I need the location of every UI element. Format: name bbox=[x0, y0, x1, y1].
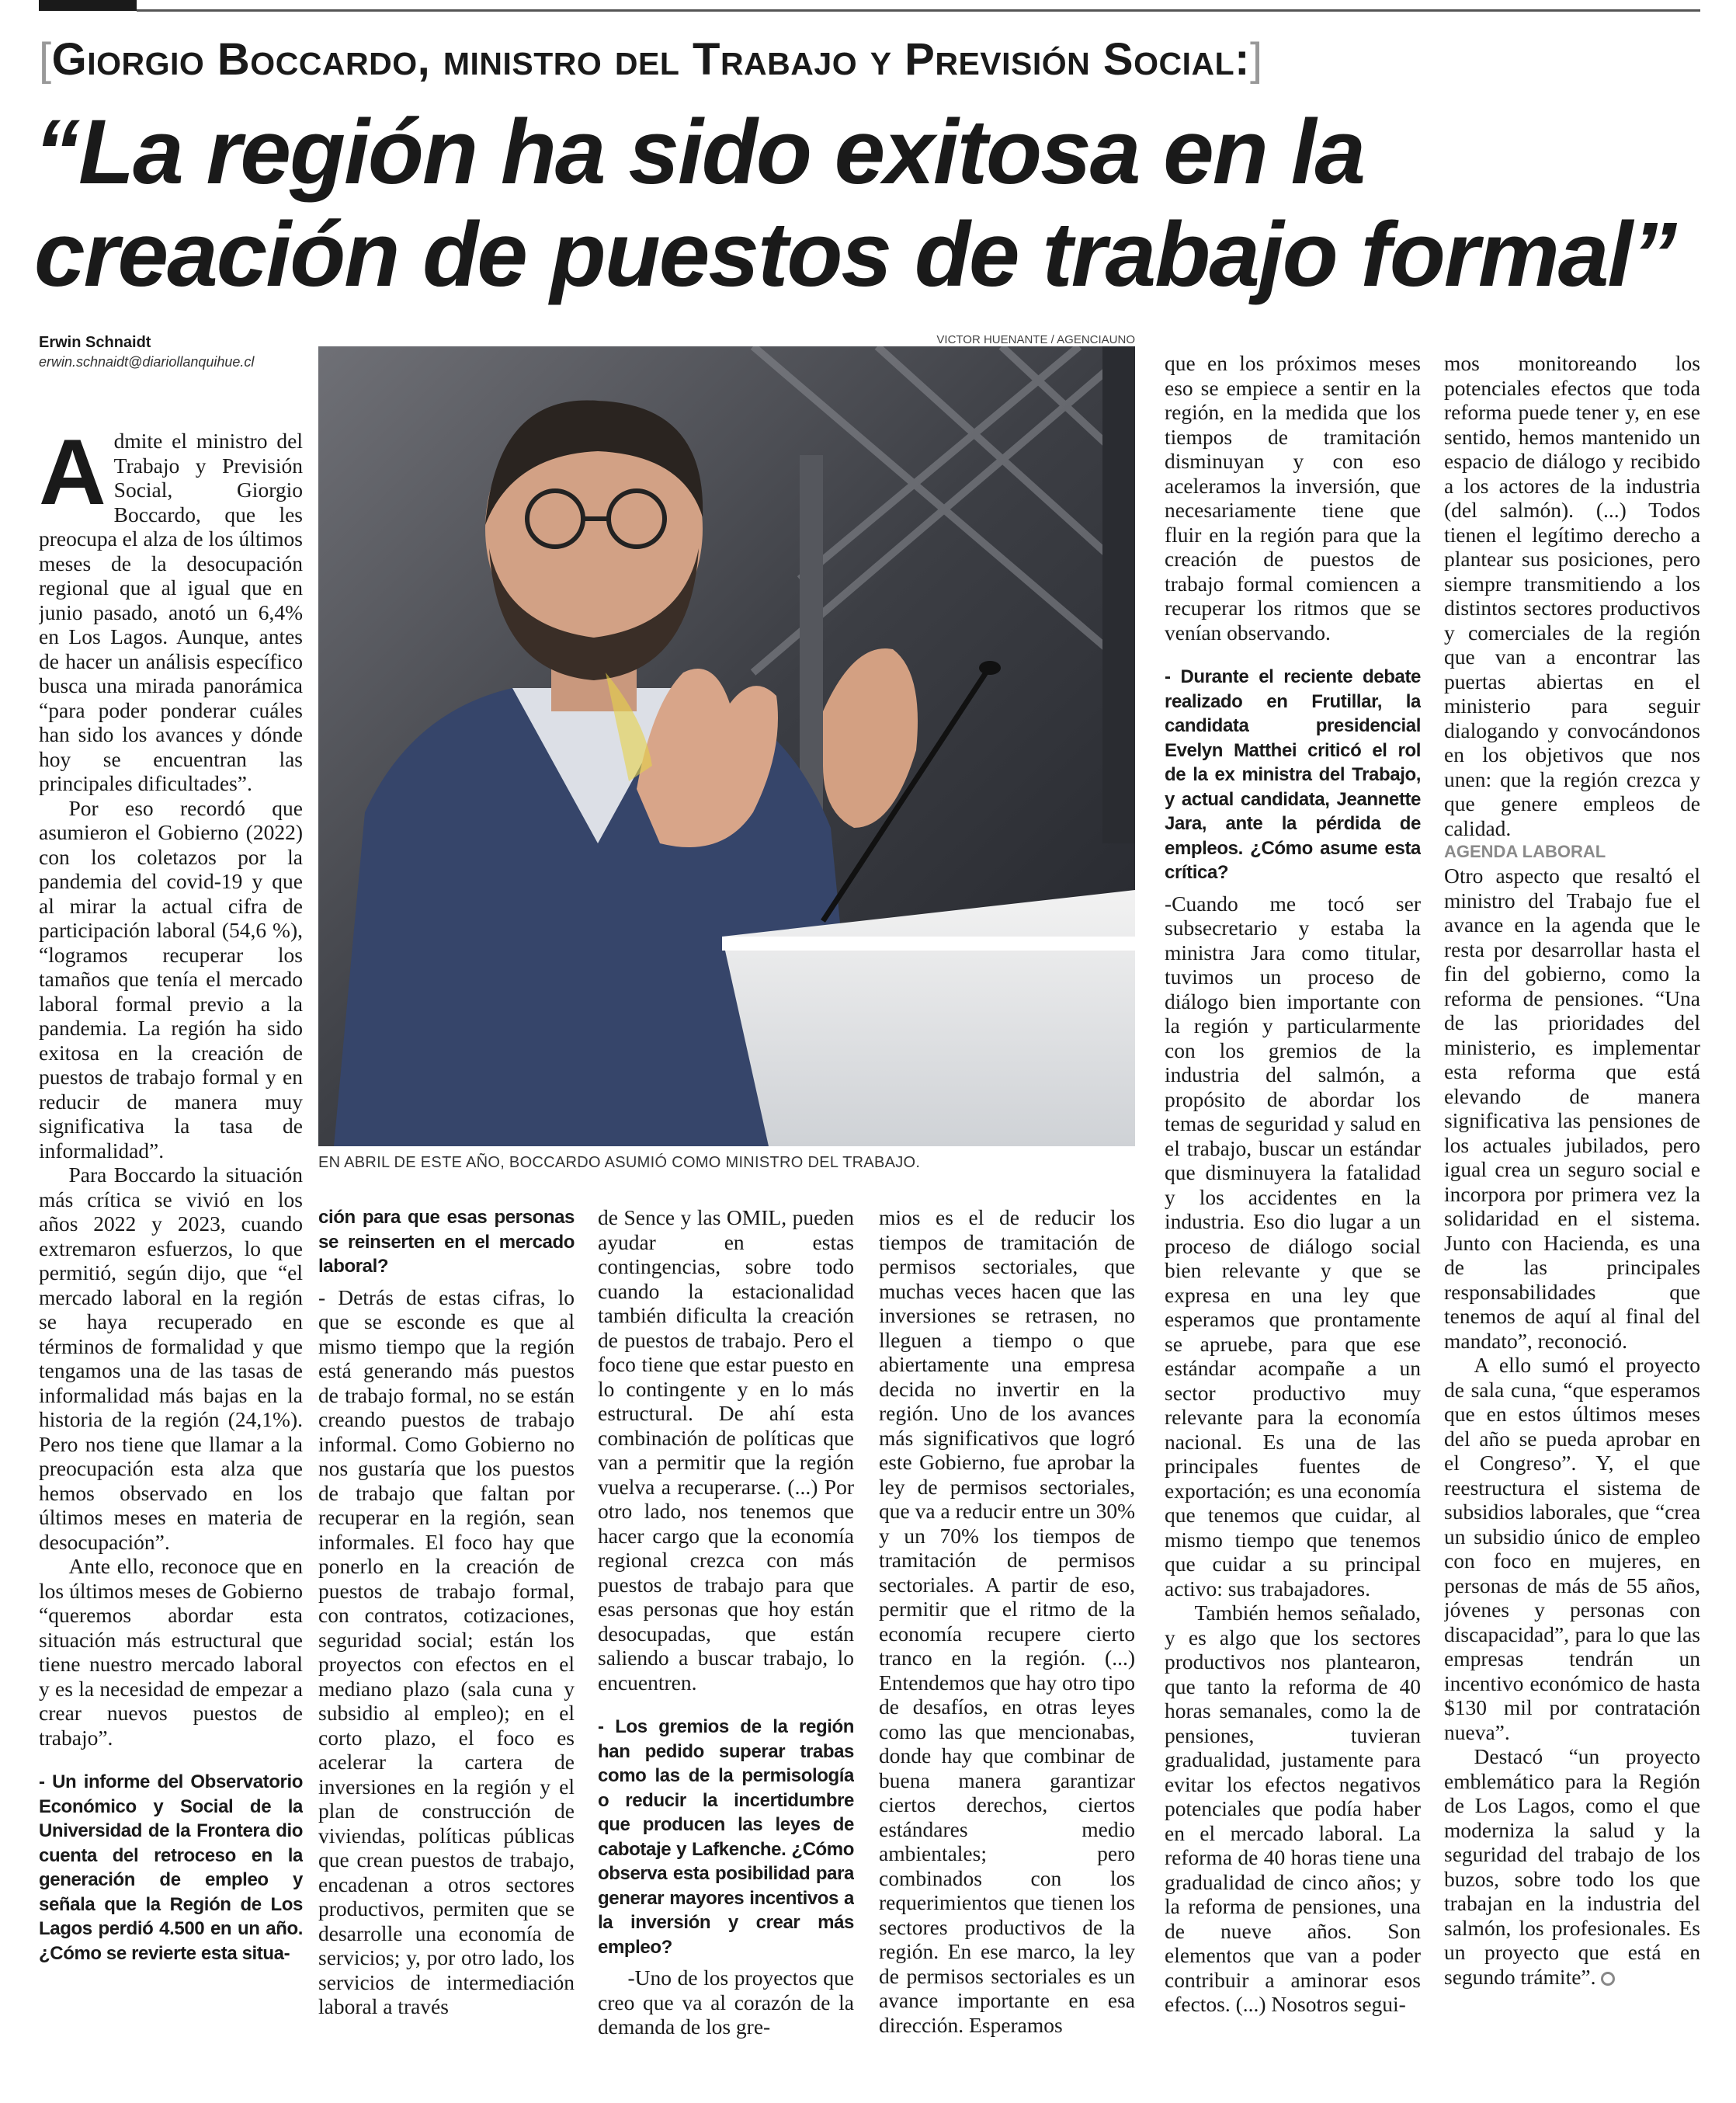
paragraph: Otro aspecto que resaltó el ministro del Trabajo fue el avance en la agenda que le resta por desarrollar hasta el fin del gobierno, como la reforma de pensiones. “Una de las prioridades del ministerio, es implementar esta reforma que está elevando de manera significativa las pensiones de los actuales jubilados, pero igual crea un seguro social e incorpora por primera vez la solidaridad en el sistema. Junto con Hacienda, es una de las principales responsabilidades que tenemos de aquí al final del mandato”, reconoció. bbox=[1444, 864, 1700, 1353]
article-column-6 bbox=[1444, 351, 1700, 2091]
kicker: [Giorgio Boccardo, ministro del Trabajo y Previsión Social:] bbox=[39, 34, 1263, 85]
author-email[interactable]: erwin.schnaidt@diariollanquihue.cl bbox=[39, 354, 255, 370]
interview-question: - Durante el reciente debate realizado en Frutillar, la candidata presidencial Evelyn Matthei criticó el rol de la ex ministra del Trabajo, y actual candidata, Jeannette Jara, ante la pérdida de empleos. ¿Cómo asume esta crítica? bbox=[1165, 666, 1421, 883]
interview-question: - Los gremios de la región han pedido superar trabas como las de la permisología o reducir la incertidumbre que producen las leyes de cabotaje y Lafkenche. ¿Cómo observa esta posibilidad para generar mayores incentivos a la inversión y crear más empleo? bbox=[598, 1716, 854, 1958]
paragraph: mios es el de reducir los tiempos de tramitación de permisos sectoriales, que muchas veces hacen que las inversiones se retrasen, no lleguen a tiempo o que abiertamente una empresa decida no invertir en la región. Uno de los avances más significativos que logró este Gobierno, fue aprobar la ley de permisos sectoriales, que va a reducir entre un 30% y un 70% los tiempos de tramitación de permisos sectoriales. A partir de eso, permitir que el ritmo de la economía recupere cierto tranco en la región. (...) Entendemos que hay otro tipo de desafíos, en otras leyes como las que mencionabas, donde hay que combinar de buena manera garantizar ciertos derechos, ciertos estándares medio ambientales; pero combinados con los requerimientos que tienen los sectores productivos de la región. En ese marco, la ley de permisos sectoriales es un avance importante en esa dirección. Esperamos bbox=[879, 1205, 1135, 2037]
paragraph: -Uno de los proyectos que creo que va al corazón de la demanda de los gre- bbox=[598, 1966, 854, 2039]
paragraph: mos monitoreando los potenciales efectos que toda reforma puede tener y, en ese sentido, hemos mantenido un espacio de diálogo y recibido a los actores de la industria (del salmón). (...) Todos tienen el legítimo derecho a plantear sus posiciones, pero siempre transmitiendo a los distintos sectores productivos y comerciales de la región que van a encontrar las puertas abiertas en el ministerio para seguir dialogando y convocándonos en los objetivos que nos unen: que la región crezca y que genere empleos de calidad. bbox=[1444, 351, 1700, 840]
paragraph: - Detrás de estas cifras, lo que se esconde es que al mismo tiempo que la región está generando más puestos de trabajo formal, no se están creando puestos de trabajo informal. Como Gobierno no nos gustaría que los puestos de trabajo que faltan por recuperar en la región, sean informales. El foco hay que ponerlo en la creación de puestos de trabajo formal, con contratos, cotizaciones, seguridad social; están los proyectos con efectos en el mediano plazo (sala cuna y subsidio al empleo); en el corto plazo, el foco es acelerar la cartera de inversiones en la región y el plan de construcción de viviendas, políticas públicas que crean puestos de trabajo, encadenan a otros sectores productivos, permiten que se desarrolle una economía de servicios; y, por otro lado, los servicios de intermediación laboral a través bbox=[318, 1284, 575, 2018]
photo-caption: EN ABRIL DE ESTE AÑO, BOCCARDO ASUMIÓ COMO MINISTRO DEL TRABAJO. bbox=[318, 1154, 921, 1171]
section-heading: AGENDA LABORAL bbox=[1444, 842, 1606, 861]
paragraph: -Cuando me tocó ser subsecretario y estaba la ministra Jara como titular, tuvimos un proceso de diálogo bien importante con la región y particularmente con los gremios de la industria del salmón, a propósito de abordar los temas de seguridad y salud en el trabajo, buscar un estándar que disminuyera la fatalidad y los accidentes en la industria. Eso dio lugar a un proceso de diálogo social bien relevante y que se expresa en una ley que esperamos que prontamente se apruebe, para que ese estándar acompañe a un sector productivo muy relevante para la economía nacional. Es una de las principales fuentes de exportación; es una economía que tenemos que cuidar, al mismo tiempo que tenemos que cuidar a su principal activo: sus trabajadores. bbox=[1165, 891, 1421, 1601]
paragraph: Por eso recordó que asumieron el Gobierno (2022) con los coletazos por la pandemia del covid-19 y que al mirar la actual cifra de participación laboral (54,6 %), “logramos recuperar los tamaños que tenía el mercado laboral formal previo a la pandemia. La región ha sido exitosa en la creación de puestos de trabajo formal y en reducir de manera muy significativa la tasa de informalidad”. bbox=[39, 795, 303, 1163]
drop-cap: A bbox=[39, 429, 106, 524]
lead-paragraph: Admite el ministro del Trabajo y Previsión Social, Giorgio Boccardo, que les preocupa el alza de los últimos meses de la desocupación regional que al igual que en junio pasado, anotó un 6,4% en Los Lagos. Aunque, antes de hacer un análisis específico busca una mirada panorámica “para poder ponderar cuáles han sido los avances y dónde hoy se encuentran las principales dificultades”. bbox=[39, 429, 303, 795]
minister-photo bbox=[318, 346, 1135, 1146]
top-rule bbox=[137, 9, 1700, 12]
article-column-5 bbox=[1165, 351, 1421, 2091]
kicker-text: Giorgio Boccardo, ministro del Trabajo y Previsión Social: bbox=[51, 34, 1250, 85]
paragraph: A ello sumó el proyecto de sala cuna, “que esperamos que en estos últimos meses del año se pueda aprobar en el Congreso”. Y, el que reestructura el sistema de subsidios laborales, que “crea un subsidio único de empleo con foco en mujeres, en personas de más de 55 años, jóvenes y personas con discapacidad”, para lo que las empresas tendrán un incentivo económico de hasta $130 mil por contratación nueva”. bbox=[1444, 1353, 1700, 1744]
paragraph: También hemos señalado, y es algo que los sectores productivos nos plantearon, que tanto la reforma de 40 horas semanales, como la de pensiones, tuvieran gradualidad, justamente para evitar los efectos negativos potenciales que podía haber en el mercado laboral. La reforma de 40 horas tiene una gradualidad de cinco años; y la reforma de pensiones, una de nueve años. Son elementos que van a poder contribuir a aminorar esos efectos. (...) Nosotros segui- bbox=[1165, 1601, 1421, 2016]
interview-question: ción para que esas personas se reinserten en el mercado laboral? bbox=[318, 1207, 575, 1277]
interview-question: - Un informe del Observatorio Económico y Social de la Universidad de la Frontera dio cuenta del retroceso en la generación de empleo y señala que la Región de Los Lagos perdió 4.500 en un año. ¿Cómo se revierte esta situa- bbox=[39, 1771, 303, 1964]
article-column-1 bbox=[39, 429, 303, 2091]
paragraph: que en los próximos meses eso se empiece a sentir en la región, en la medida que los tiempos de tramitación disminuyan y con eso aceleramos la inversión, que necesariamente tiene que fluir en la región para que la creación de puestos de trabajo formal comiencen a recuperar los ritmos que se venían observando. bbox=[1165, 351, 1421, 645]
byline bbox=[39, 332, 303, 371]
article-column-4 bbox=[879, 1205, 1135, 2091]
paragraph-final: Destacó “un proyecto emblemático para la Región de Los Lagos, como el que moderniza la salud y la seguridad del trabajo de los buzos, sobre todo los que trabajan en la industria del salmón, los profesionales. Es un proyecto que está en segundo trámite”. bbox=[1444, 1744, 1700, 1989]
headline: “La región ha sido exitosa en la creación de puestos de trabajo formal” bbox=[34, 101, 1676, 306]
section-marker-bar bbox=[39, 0, 137, 11]
paragraph: Ante ello, reconoce que en los últimos meses de Gobierno “queremos abordar esta situación más estructural que tiene nuestro mercado laboral y es la necesidad de empezar a crear nuevos puestos de trabajo”. bbox=[39, 1554, 303, 1750]
author-name: Erwin Schnaidt bbox=[39, 334, 151, 351]
article-column-3 bbox=[598, 1205, 854, 2091]
article-column-2 bbox=[318, 1205, 575, 2091]
paragraph: de Sence y las OMIL, pueden ayudar en estas contingencias, sobre todo cuando la estacionalidad también dificulta la creación de puestos de trabajo. Pero el foco tiene que estar puesto en lo contingente y en lo más estructural. De ahí esta combinación de políticas que van a permitir que la región vuelva a recuperarse. (...) Por otro lado, nos tenemos que hacer cargo que la economía regional crezca con más puestos de trabajo para que esas personas que hoy están desocupadas, que están saliendo a buscar trabajo, lo encuentren. bbox=[598, 1205, 854, 1695]
end-mark-icon bbox=[1601, 1972, 1615, 1986]
minister-speaking-image bbox=[318, 346, 1135, 1146]
paragraph: Para Boccardo la situación más crítica se vivió en los años 2022 y 2023, cuando extremaron esfuerzos, lo que permitió, según dijo, que “el mercado laboral en la región se haya recuperado en términos de formalidad y que tengamos una de las tasas de informalidad más bajas en la historia de la región (24,1%). Pero nos tiene que llamar a la preocupación esta alza que hemos observado en los últimos meses en materia de desocupación”. bbox=[39, 1163, 303, 1554]
photo-credit: VICTOR HUENANTE / AGENCIAUNO bbox=[936, 333, 1135, 346]
